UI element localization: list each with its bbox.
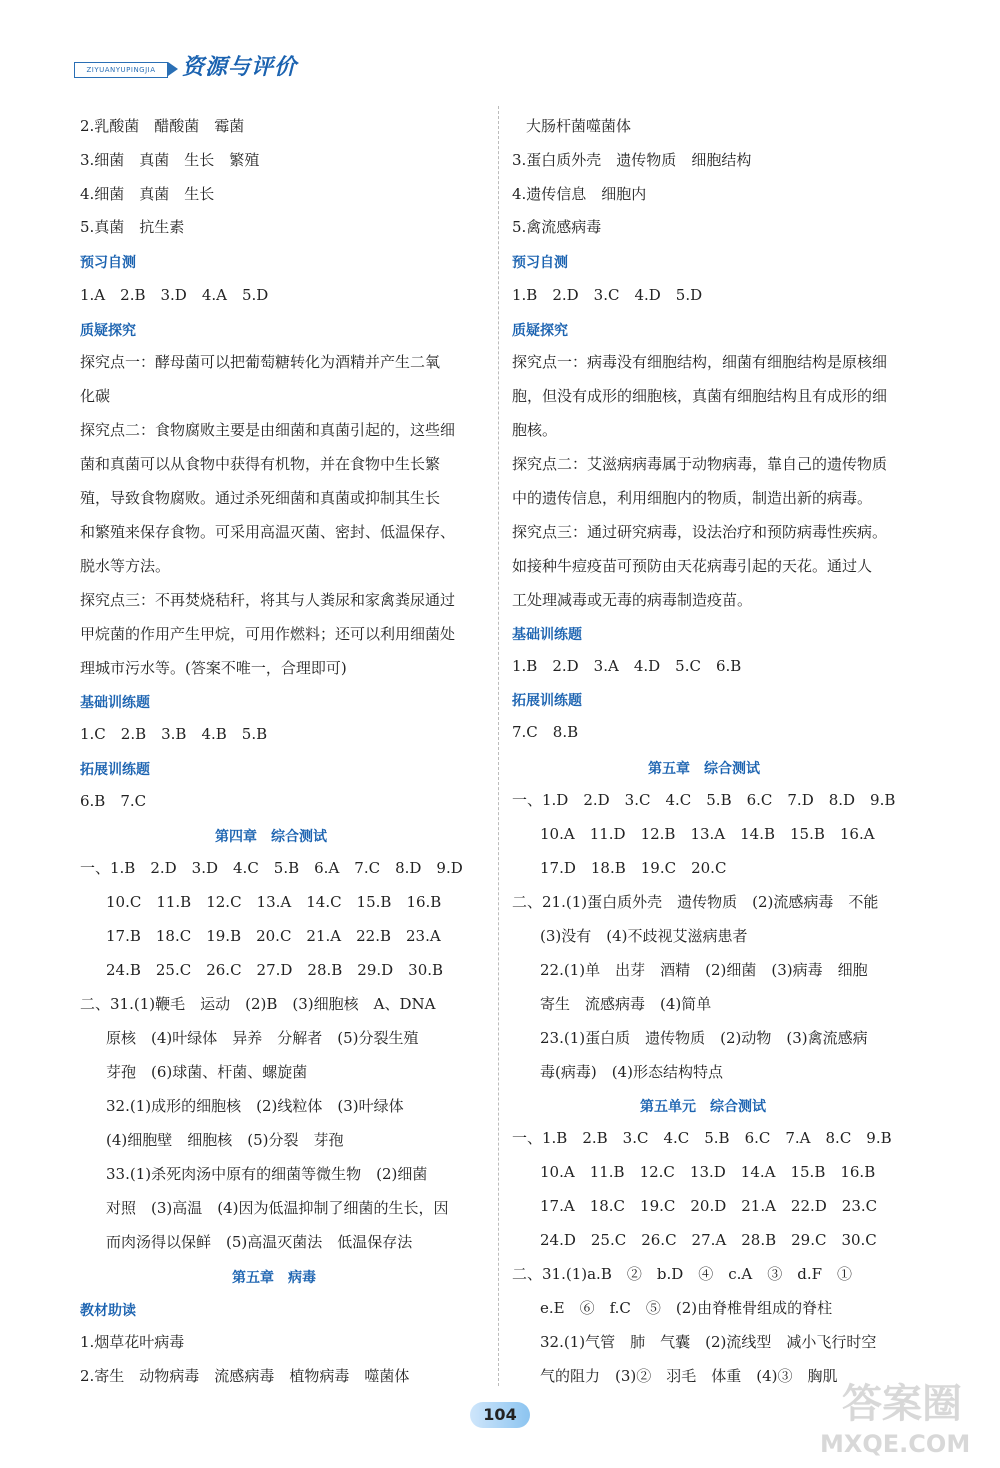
section-heading: 预习自测 <box>512 255 568 271</box>
answer-line: 17.B 18.C 19.B 20.C 21.A 22.B 23.A <box>106 927 441 945</box>
answer-line: 一、1.B 2.B 3.C 4.C 5.B 6.C 7.A 8.C 9.B <box>512 1129 892 1147</box>
answer-line: 22.(1)单 出芽 酒精 (2)细菌 (3)病毒 细胞 <box>540 961 868 979</box>
section-heading: 质疑探究 <box>80 323 136 339</box>
answer-line: 5.真菌 抗生素 <box>80 218 185 236</box>
answer-line: 二、31.(1)鞭毛 运动 (2)B (3)细胞核 A、DNA <box>80 995 436 1013</box>
answer-line: 脱水等方法。 <box>80 557 171 575</box>
answer-line: 2.寄生 动物病毒 流感病毒 植物病毒 噬菌体 <box>80 1367 410 1385</box>
watermark-url: MXQE.COM <box>820 1430 971 1458</box>
answer-line: 气的阻力 (3)② 羽毛 体重 (4)③ 胸肌 <box>540 1367 838 1385</box>
chapter-heading: 第五章 病毒 <box>232 1270 316 1286</box>
header-english-label: ZIYUANYUPINGJIA <box>74 62 168 78</box>
answer-line: 如接种牛痘疫苗可预防由天花病毒引起的天花。通过人 <box>512 557 873 575</box>
answer-line: 芽孢 (6)球菌、杆菌、螺旋菌 <box>106 1063 308 1081</box>
answer-line: 二、21.(1)蛋白质外壳 遗传物质 (2)流感病毒 不能 <box>512 893 879 911</box>
answer-line: 胞核。 <box>512 421 558 439</box>
answer-line: 菌和真菌可以从食物中获得有机物，并在食物中生长繁 <box>80 455 441 473</box>
section-heading: 拓展训练题 <box>512 693 582 709</box>
answer-line: (3)没有 (4)不歧视艾滋病患者 <box>540 927 748 945</box>
answer-line: 5.禽流感病毒 <box>512 218 602 236</box>
answer-line: 探究点三：通过研究病毒，设法治疗和预防病毒性疾病。 <box>512 523 888 541</box>
answer-line: 胞，但没有成形的细胞核，真菌有细胞结构且有成形的细 <box>512 387 888 405</box>
page-number: 104 <box>470 1402 530 1428</box>
answer-line: 1.C 2.B 3.B 4.B 5.B <box>80 725 268 743</box>
answer-line: 对照 (3)高温 (4)因为低温抑制了细菌的生长，因 <box>106 1199 449 1217</box>
answer-line: 中的遗传信息，利用细胞内的物质，制造出新的病毒。 <box>512 489 873 507</box>
watermark-logo: 答案圈 <box>842 1381 962 1427</box>
answer-line: 探究点一：酵母菌可以把葡萄糖转化为酒精并产生二氧 <box>80 353 441 371</box>
section-heading: 拓展训练题 <box>80 762 150 778</box>
answer-line: 6.B 7.C <box>80 792 147 810</box>
answer-line: 甲烷菌的作用产生甲烷，可用作燃料；还可以利用细菌处 <box>80 625 456 643</box>
answer-line: 7.C 8.B <box>512 723 579 741</box>
answer-line: 10.A 11.B 12.C 13.D 14.A 15.B 16.B <box>540 1163 876 1181</box>
answer-line: 和繁殖来保存食物。可采用高温灭菌、密封、低温保存、 <box>80 523 456 541</box>
answer-line: 探究点二：食物腐败主要是由细菌和真菌引起的，这些细 <box>80 421 456 439</box>
answer-line: 寄生 流感病毒 (4)简单 <box>540 995 712 1013</box>
answer-line: e.E ⑥ f.C ⑤ (2)由脊椎骨组成的脊柱 <box>540 1299 833 1317</box>
answer-line: 33.(1)杀死肉汤中原有的细菌等微生物 (2)细菌 <box>106 1165 428 1183</box>
answer-line: 3.细菌 真菌 生长 繁殖 <box>80 151 260 169</box>
answer-line: 10.C 11.B 12.C 13.A 14.C 15.B 16.B <box>106 893 442 911</box>
section-heading: 教材助读 <box>80 1303 136 1319</box>
answer-line: 而肉汤得以保鲜 (5)高温灭菌法 低温保存法 <box>106 1233 413 1251</box>
answer-line: 一、1.D 2.D 3.C 4.C 5.B 6.C 7.D 8.D 9.B <box>512 791 896 809</box>
section-heading: 质疑探究 <box>512 323 568 339</box>
answer-line: 2.乳酸菌 醋酸菌 霉菌 <box>80 117 245 135</box>
answer-line: 23.(1)蛋白质 遗传物质 (2)动物 (3)禽流感病 <box>540 1029 868 1047</box>
answer-line: 17.D 18.B 19.C 20.C <box>540 859 727 877</box>
answer-line: 探究点三：不再焚烧秸秆，将其与人粪尿和家禽粪尿通过 <box>80 591 456 609</box>
answer-line: 1.B 2.D 3.C 4.D 5.D <box>512 286 703 304</box>
arrow-icon <box>168 62 178 76</box>
answer-line: 32.(1)气管 肺 气囊 (2)流线型 减小飞行时空 <box>540 1333 877 1351</box>
chapter-heading: 第五单元 综合测试 <box>640 1099 766 1115</box>
answer-line: 探究点一：病毒没有细胞结构，细菌有细胞结构是原核细 <box>512 353 888 371</box>
answer-line: 4.细菌 真菌 生长 <box>80 185 215 203</box>
answer-line: 3.蛋白质外壳 遗传物质 细胞结构 <box>512 151 752 169</box>
answer-line: 24.D 25.C 26.C 27.A 28.B 29.C 30.C <box>540 1231 877 1249</box>
answer-line: 1.A 2.B 3.D 4.A 5.D <box>80 286 269 304</box>
answer-line: 4.遗传信息 细胞内 <box>512 185 647 203</box>
page-header <box>74 48 344 84</box>
answer-line: 探究点二：艾滋病病毒属于动物病毒，靠自己的遗传物质 <box>512 455 888 473</box>
column-divider <box>498 106 499 1386</box>
answer-line: 化碳 <box>80 387 111 405</box>
answer-line: 理城市污水等。(答案不唯一，合理即可) <box>80 659 347 677</box>
answer-line: 毒(病毒) (4)形态结构特点 <box>540 1063 723 1081</box>
section-heading: 预习自测 <box>80 255 136 271</box>
answer-line: 17.A 18.C 19.C 20.D 21.A 22.D 23.C <box>540 1197 878 1215</box>
answer-line: 1.B 2.D 3.A 4.D 5.C 6.B <box>512 657 742 675</box>
answer-line: 24.B 25.C 26.C 27.D 28.B 29.D 30.B <box>106 961 444 979</box>
answer-line: 原核 (4)叶绿体 异养 分解者 (5)分裂生殖 <box>106 1029 419 1047</box>
answer-line: 工处理减毒或无毒的病毒制造疫苗。 <box>512 591 753 609</box>
chapter-heading: 第五章 综合测试 <box>648 761 760 777</box>
answer-line: (4)细胞壁 细胞核 (5)分裂 芽孢 <box>106 1131 344 1149</box>
answer-line: 10.A 11.D 12.B 13.A 14.B 15.B 16.A <box>540 825 875 843</box>
answer-line: 32.(1)成形的细胞核 (2)线粒体 (3)叶绿体 <box>106 1097 404 1115</box>
header-title: 资源与评价 <box>182 55 298 80</box>
answer-line: 二、31.(1)a.B ② b.D ④ c.A ③ d.F ① <box>512 1265 853 1283</box>
section-heading: 基础训练题 <box>80 695 150 711</box>
answer-line: 殖，导致食物腐败。通过杀死细菌和真菌或抑制其生长 <box>80 489 441 507</box>
chapter-heading: 第四章 综合测试 <box>215 829 327 845</box>
section-heading: 基础训练题 <box>512 627 582 643</box>
answer-line: 1.烟草花叶病毒 <box>80 1333 185 1351</box>
answer-line: 大肠杆菌噬菌体 <box>526 117 632 135</box>
answer-line: 一、1.B 2.D 3.D 4.C 5.B 6.A 7.C 8.D 9.D <box>80 859 463 877</box>
